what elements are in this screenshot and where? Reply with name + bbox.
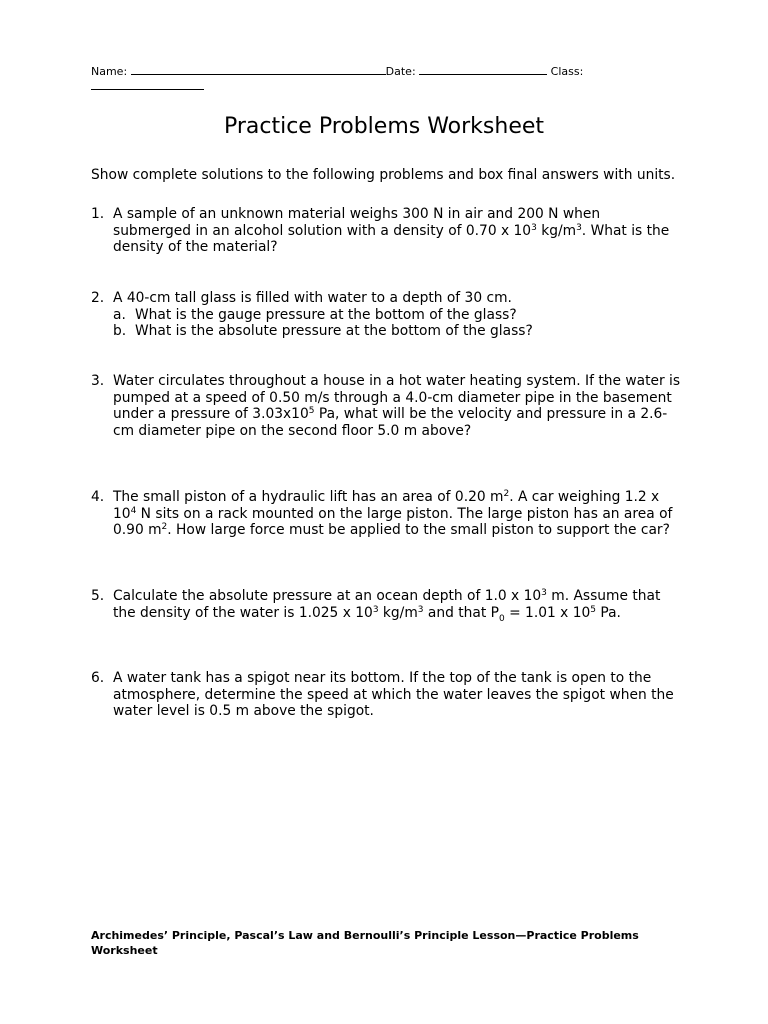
superscript: 5 [308, 406, 315, 417]
student-info-header [91, 64, 691, 94]
problem-text [113, 373, 681, 439]
footer-note: Archimedes’ Principle, Pascal’s Law and Bernoulli’s Principle Lesson—Practice Problems Worksheet [91, 929, 639, 957]
problem-number: 2. [91, 290, 105, 306]
text-run: Water circulates throughout a house in a hot water heating system. If the water is pumped at a speed of 0.50 m/s through a 4.0-cm diameter pipe in the basement under a pressure of 3.03x10 [113, 373, 681, 423]
problem-text [113, 588, 681, 624]
problem-1 [91, 206, 681, 256]
name-label: Name: [91, 65, 131, 78]
text-run: N sits on a rack mounted on the large piston. The large piston has an area of 0.90 m [113, 505, 673, 539]
superscript: 3 [576, 222, 582, 233]
superscript: 3 [417, 604, 424, 615]
text-run: Pa. [595, 604, 621, 621]
subpart-text: What is the absolute pressure at the bottom of the glass? [135, 323, 533, 340]
text-run: A sample of an unknown material weighs 300 N in air and 200 N when submerged in an alcohol solution with a density of 0.70 x 10 [113, 206, 601, 239]
superscript: 5 [590, 604, 596, 615]
superscript: 4 [130, 505, 137, 516]
problem-number: 5. [91, 588, 105, 604]
text-run: m. Assume that the density of the water is 1.025 x 10 [113, 588, 661, 621]
text-run: kg/m [378, 604, 418, 621]
text-run: Calculate the absolute pressure at an ocean depth of 1.0 x 10 [113, 588, 542, 604]
superscript: 3 [541, 588, 547, 598]
subpart-letter: b. [113, 323, 127, 340]
class-blank [91, 80, 204, 90]
problem-number: 4. [91, 489, 105, 505]
instructions: Show complete solutions to the following problems and box final answers with units. [91, 167, 676, 183]
date-blank [419, 65, 547, 75]
problem-text [113, 206, 681, 256]
text-run: . A car weighing 1.2 x 10 [113, 489, 660, 522]
text-run: The small piston of a hydraulic lift has an area of 0.20 m [113, 489, 504, 505]
problem-text [113, 489, 681, 539]
problem-6 [91, 670, 681, 720]
superscript: 2 [161, 522, 168, 533]
superscript: 2 [503, 489, 510, 499]
subpart-b [113, 323, 681, 340]
name-blank [131, 65, 386, 75]
text-run: A 40-cm tall glass is filled with water to a depth of 30 cm. [113, 290, 512, 306]
superscript: 3 [531, 222, 537, 233]
problem-3 [91, 373, 681, 439]
problem-number: 3. [91, 373, 105, 389]
superscript: 3 [372, 604, 379, 615]
problem-number: 6. [91, 670, 105, 686]
subpart-a [113, 307, 681, 324]
page-title: Practice Problems Worksheet [223, 114, 545, 139]
text-run: . How large force must be applied to the small piston to support the car? [167, 522, 670, 539]
problem-number: 1. [91, 206, 105, 222]
problem-5 [91, 588, 681, 624]
problem-text: A water tank has a spigot near its bottom. If the top of the tank is open to the atmosphere, determine the speed at which the water leaves the spigot when the water level is 0.5 m above the spigot. [113, 670, 674, 720]
subpart-text: What is the gauge pressure at the bottom of the glass? [135, 306, 517, 323]
problem-2 [91, 290, 681, 340]
problem-text [113, 290, 681, 340]
text-run: = 1.01 x 10 [504, 604, 591, 621]
problem-4 [91, 489, 681, 539]
class-label: Class: [547, 65, 584, 78]
text-run: . What is the density of the material? [113, 222, 670, 256]
text-run: Pa, what will be the velocity and pressure in a 2.6-cm diameter pipe on the second floor 5.0 m above? [113, 406, 668, 439]
text-run: and that P [423, 604, 499, 621]
subpart-letter: a. [113, 306, 126, 323]
text-run: kg/m [536, 222, 577, 239]
date-label: Date: [385, 65, 420, 78]
subscript: 0 [498, 613, 505, 624]
